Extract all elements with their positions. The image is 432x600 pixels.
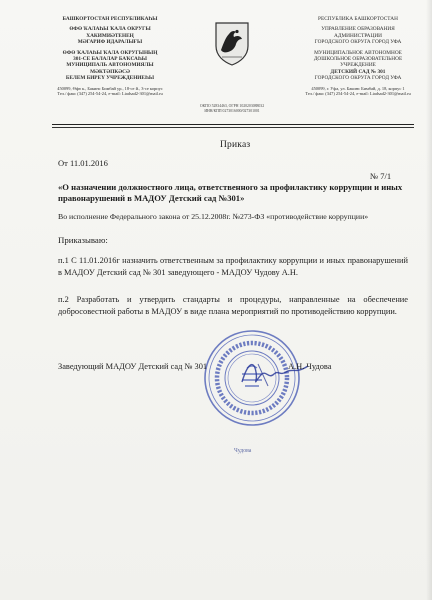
stamp-caption: Чудова: [234, 448, 252, 454]
letterhead-right-line: ДОШКОЛЬНОЕ ОБРАЗОВАТЕЛЬНОЕ: [313, 56, 403, 63]
letterhead-right-line: РЕСПУБЛИКА БАШКОРТОСТАН: [318, 16, 398, 22]
letterhead-divider: [52, 124, 414, 125]
order-item-2: п.2 Разработать и утвердить стандарты и процедуры, направленные на обеспечение добросовестной работы в МАДОУ в виде плана мероприятий по противодействию коррупции.: [58, 295, 408, 316]
letterhead-left-line: МӘКТӘПКӘСӘ: [90, 68, 130, 75]
document-number: № 7/1: [370, 171, 392, 181]
letterhead-code-line: ИНН/КПП 0273016000/027301001: [204, 108, 260, 113]
letterhead-right-address: 450099, г. Уфа, ул. Бакинс Бимбай, д. 18, корпус 1: [311, 85, 405, 91]
signatory-name: А.Н. Чудова: [288, 362, 332, 371]
signature-icon: [238, 352, 312, 392]
letterhead-left-line: ӨФӨ ҠАЛАҺЫ ҠАЛА ОКРУГЫНЫҢ: [62, 49, 158, 56]
letterhead-divider-thin: [52, 127, 414, 128]
letterhead-right-line: УПРАВЛЕНИЕ ОБРАЗОВАНИЯ: [321, 26, 395, 33]
letterhead-right-line: АДМИНИСТРАЦИИ: [334, 32, 382, 39]
letterhead-left-line: МӘГАРИФ ИДАРАЛЫҒЫ: [77, 39, 143, 46]
letterhead-code-line: ОКПО 52834463, ОГРН 1020203088032: [199, 104, 265, 108]
legal-basis: Во исполнение Федерального закона от 25.12.2008г. №273-ФЗ «противодействие коррупции»: [58, 212, 369, 221]
letterhead-left-line: МУНИЦИПАЛЬ АВТОНОМИЯЛЫ: [66, 62, 154, 69]
letterhead-right-line: ГОРОДСКОГО ОКРУГА ГОРОД УФА: [314, 39, 402, 46]
letterhead-right-phone: Тел./ факс (347) 254-54-24, e-mail: Liadsad2-301@mail.ru: [305, 91, 411, 97]
letterhead-right-line: ГОРОДСКОГО ОКРУГА ГОРОД УФА: [314, 75, 402, 82]
document-date: От 11.01.2016: [58, 158, 108, 168]
document-title: Приказ: [220, 140, 251, 150]
letterhead-left-line: ӨФӨ ҠАЛАҺЫ ҠАЛА ОКРУГЫ: [69, 26, 151, 33]
letterhead-right-line: МУНИЦИПАЛЬНОЕ АВТОНОМНОЕ: [314, 49, 402, 56]
signatory-title: Заведующий МАДОУ Детский сад № 301: [58, 362, 208, 371]
order-item-1: п.1 С 11.01.2016г назначить ответственным за профилактику коррупции и иных правонарушений в МАДОУ Детский сад № 301 заведующего - МАДОУ Чудову А.Н.: [58, 256, 408, 277]
letterhead-left-address: 450099, Өфө к., Бакинс Бимбай ур., 18-се й., 3-се корпус: [57, 85, 163, 91]
letterhead-right: [298, 16, 418, 96]
letterhead-left-line: 301-СЕ БАЛАЛАР БАҠСАҺЫ: [73, 56, 147, 63]
letterhead-codes: [190, 104, 274, 113]
letterhead-left-line: БАШКОРТОСТАН РЕСПУБЛИКАҺЫ: [62, 16, 158, 22]
document-subject: «О назначении должностного лица, ответственного за профилактику коррупции и иных правонарушений в МАДОУ Детский сад №301»: [58, 182, 403, 204]
order-heading: Приказываю:: [58, 235, 108, 245]
letterhead-left-line: БЕЛЕМ БИРЕҮ УЧРЕЖДЕНИЕҺЫ: [65, 75, 155, 82]
letterhead-left-phone: Тел./ факс (347) 254-54-24, e-mail: Liadsad2-301@mail.ru: [57, 91, 163, 97]
coat-of-arms-icon: [212, 20, 252, 66]
page-edge-shadow: [426, 0, 432, 600]
letterhead-right-line: ДЕТСКИЙ САД № 301: [330, 68, 386, 75]
letterhead-left-line: ХАКИМИӘТЕНЕҢ: [86, 32, 134, 39]
letterhead-right-line: УЧРЕЖДЕНИЕ: [340, 62, 376, 69]
letterhead-left: [55, 16, 165, 96]
